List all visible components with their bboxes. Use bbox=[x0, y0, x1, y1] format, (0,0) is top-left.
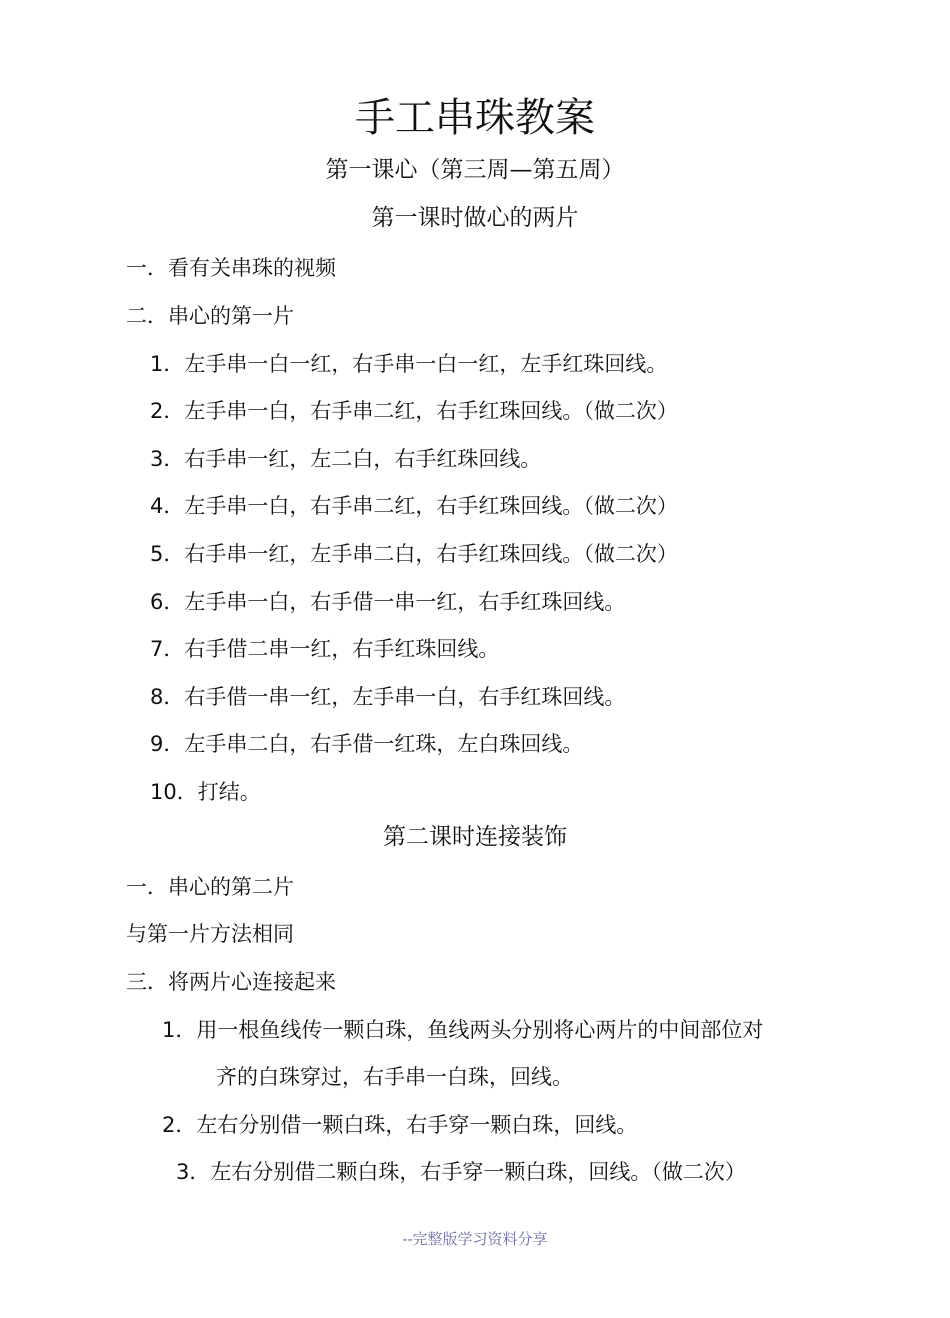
connect-step-3: 3．左右分别借二颗白珠，右手穿一颗白珠，回线。（做二次） bbox=[176, 1160, 746, 1184]
step-item: 7．右手借二串一红，右手红珠回线。 bbox=[150, 637, 500, 661]
connect-step-1-line1: 1．用一根鱼线传一颗白珠，鱼线两头分别将心两片的中间部位对 bbox=[162, 1018, 764, 1042]
connect-step-1-line2: 齐的白珠穿过，右手串一白珠，回线。 bbox=[216, 1065, 573, 1089]
step-item: 6．左手串一白，右手借一串一红，右手红珠回线。 bbox=[150, 590, 626, 614]
lesson1-part2: 二．串心的第一片 bbox=[126, 304, 294, 328]
step-item: 3．右手串一红，左二白，右手红珠回线。 bbox=[150, 447, 542, 471]
step-item: 1．左手串一白一红，右手串一白一红，左手红珠回线。 bbox=[150, 352, 668, 376]
lesson2-heading: 第二课时连接装饰 bbox=[383, 824, 567, 850]
step-item: 9．左手串二白，右手借一红珠，左白珠回线。 bbox=[150, 732, 584, 756]
lesson1-part1: 一．看有关串珠的视频 bbox=[126, 256, 336, 280]
lesson2-part1: 一．串心的第二片 bbox=[126, 875, 294, 899]
course-subtitle: 第一课心（第三周—第五周） bbox=[325, 157, 625, 183]
lesson2-part3: 三．将两片心连接起来 bbox=[126, 970, 336, 994]
page-title: 手工串珠教案 bbox=[355, 95, 595, 141]
step-item: 10．打结。 bbox=[150, 780, 261, 804]
lesson2-note: 与第一片方法相同 bbox=[126, 922, 294, 946]
page-footer: --完整版学习资料分享 bbox=[402, 1230, 548, 1248]
lesson1-heading: 第一课时做心的两片 bbox=[371, 205, 579, 231]
step-item: 4．左手串一白，右手串二红，右手红珠回线。（做二次） bbox=[150, 494, 678, 518]
step-item: 8．右手借一串一红，左手串一白，右手红珠回线。 bbox=[150, 685, 626, 709]
step-item: 5．右手串一红，左手串二白，右手红珠回线。（做二次） bbox=[150, 542, 678, 566]
connect-step-2: 2．左右分别借一颗白珠，右手穿一颗白珠，回线。 bbox=[162, 1113, 638, 1137]
step-item: 2．左手串一白，右手串二红，右手红珠回线。（做二次） bbox=[150, 399, 678, 423]
